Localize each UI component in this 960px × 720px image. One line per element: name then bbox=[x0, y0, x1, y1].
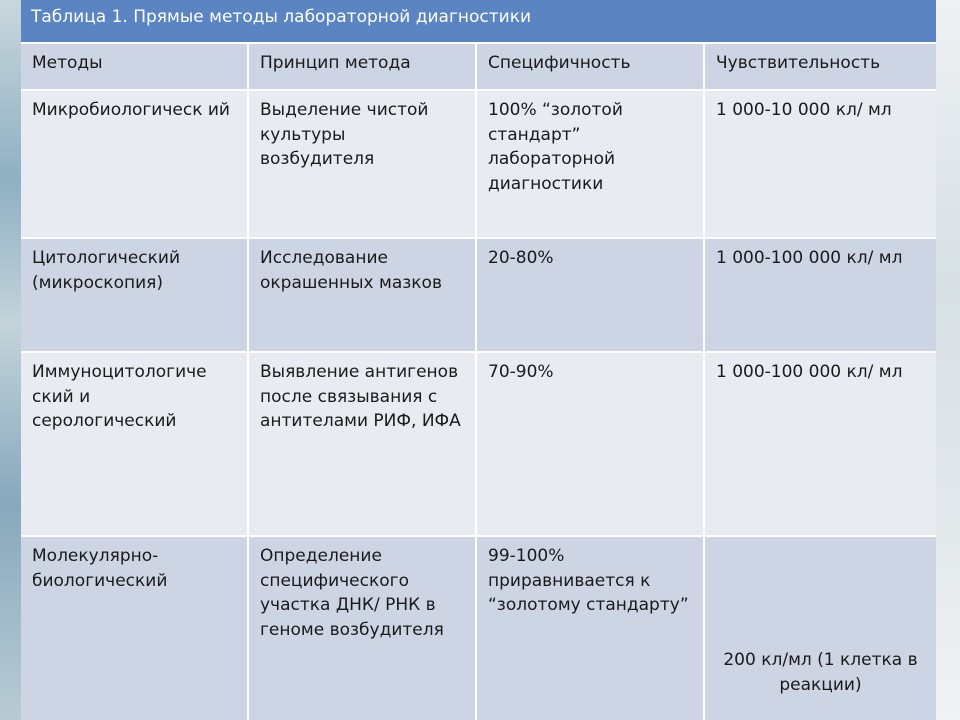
diagnostics-table bbox=[21, 0, 936, 720]
header-principle: Принцип метода bbox=[249, 44, 477, 91]
cell-principle: Выявление антигенов после связывания с антителами РИФ, ИФА bbox=[249, 353, 477, 537]
cell-method: Молекулярно-биологический bbox=[21, 537, 249, 720]
table-grid bbox=[21, 44, 936, 720]
cell-principle: Исследование окрашенных мазков bbox=[249, 239, 477, 353]
cell-principle: Определение специфического участка ДНК/ РНК в геноме возбудителя bbox=[249, 537, 477, 720]
cell-sensitivity: 1 000-100 000 кл/ мл bbox=[705, 239, 936, 353]
cell-sensitivity: 1 000-10 000 кл/ мл bbox=[705, 91, 936, 239]
cell-sensitivity bbox=[705, 537, 936, 720]
cell-specificity: 100% “золотой стандарт” лабораторной диагностики bbox=[477, 91, 705, 239]
cell-method: Микробиологическ ий bbox=[21, 91, 249, 239]
cell-method: Иммуноцитологиче ский и серологический bbox=[21, 353, 249, 537]
cell-sensitivity-text: 200 кл/мл (1 клетка в реакции) bbox=[723, 650, 918, 695]
cell-principle: Выделение чистой культуры возбудителя bbox=[249, 91, 477, 239]
header-specificity: Специфичность bbox=[477, 44, 705, 91]
cell-specificity: 99-100% приравнивается к “золотому стандарту” bbox=[477, 537, 705, 720]
cell-specificity: 20-80% bbox=[477, 239, 705, 353]
cell-sensitivity: 1 000-100 000 кл/ мл bbox=[705, 353, 936, 537]
header-sensitivity: Чувствительность bbox=[705, 44, 936, 91]
cell-specificity: 70-90% bbox=[477, 353, 705, 537]
header-methods: Методы bbox=[21, 44, 249, 91]
table-title: Таблица 1. Прямые методы лабораторной диагностики bbox=[21, 0, 936, 44]
cell-method: Цитологический (микроскопия) bbox=[21, 239, 249, 353]
